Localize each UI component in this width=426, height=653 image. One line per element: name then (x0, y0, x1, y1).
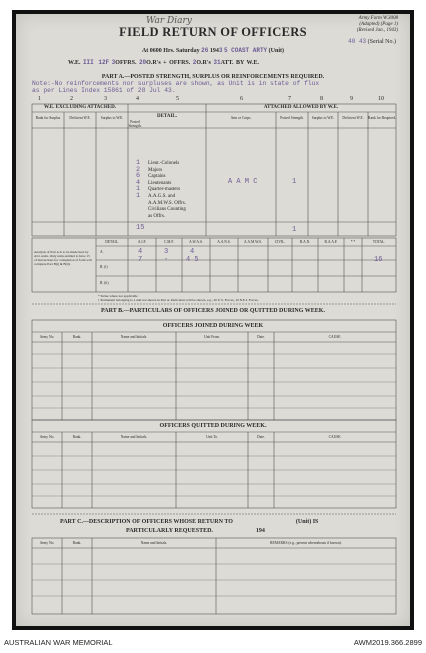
analysis-header: R.A.N. (299, 240, 311, 244)
quitted-col: Army No. (39, 435, 55, 439)
caption-institution: AUSTRALIAN WAR MEMORIAL (4, 638, 113, 647)
quitted-col: Unit To. (206, 435, 218, 439)
rank-item: as Offrs. (148, 213, 166, 219)
particularly-requested: PARTICULARLY REQUESTED. (126, 528, 213, 534)
analysis-header: R.A.A.F. (324, 240, 338, 244)
analysis-header: C.M.F. (164, 240, 174, 244)
joined-col: Army No. (39, 335, 55, 339)
quitted-col: Date. (257, 435, 265, 439)
rank-item: Lieutenants (148, 180, 172, 186)
col-num: 1 (38, 96, 41, 102)
part-c-unit: (Unit) IS (295, 519, 319, 525)
posted-value: 6 (136, 172, 141, 181)
part-a-title: PART A.—POSTED STRENGTH, SURPLUS OR REINFORCEMENTS REQUIRED. (101, 74, 325, 80)
analysis-header: * * (350, 240, 356, 244)
ors2-typed: 2 (192, 59, 197, 66)
year-typed: 3 (218, 47, 223, 54)
col-header: Deficient W.E. (69, 116, 91, 120)
analysis-cmf: - (164, 256, 169, 264)
part-b-title: PART B.—PARTICULARS OF OFFICERS JOINED OR QUITTED DURING WEEK. (101, 308, 325, 314)
ors-label: O.R's (146, 60, 161, 66)
form-ref-line3: (Revised Jan., 1943) (356, 28, 398, 34)
col-header: Surplus to W.E. (311, 116, 335, 120)
attached-allowed-header: ATTACHED ALLOWED BY W.E. (263, 105, 339, 110)
analysis-row-label: A. (100, 250, 104, 254)
rank-item: A.A.G.S. and (148, 193, 176, 199)
offrs2-label: OFFRS. (169, 60, 191, 66)
col-header: Deficient W.E. (342, 116, 364, 120)
attached-posted-value: 1 (292, 178, 297, 186)
rank-item: Quarter-masters (148, 187, 181, 193)
attached-total-value: 1 (292, 226, 297, 234)
col-num: 8 (320, 96, 323, 102)
joined-col: Date. (257, 335, 265, 339)
col-num: 6 (240, 96, 243, 102)
part-c-col: REMARKS (e.g., present whereabouts if known). (270, 541, 342, 545)
analysis-cmf: 3 (164, 248, 169, 256)
ors-typed: 20 (138, 59, 147, 66)
plus-sign: + (163, 60, 167, 66)
we-value: III 12F (82, 59, 110, 66)
we-excluding-header: W.E. EXCLUDING ATTACHED. (43, 105, 116, 110)
col-num: 7 (288, 96, 291, 102)
field-return-document (16, 14, 410, 626)
joined-title: OFFICERS JOINED DURING WEEK (162, 323, 264, 329)
part-c-col: Name and Initials. (140, 541, 168, 545)
col-header: Arm or Corps. (230, 116, 252, 120)
at-label: At 0600 Hrs. Saturday (141, 48, 200, 54)
posted-value: 1 (136, 191, 141, 200)
part-c-prefix: PART C.—DESCRIPTION OF OFFICERS WHOSE RETURN TO (60, 519, 233, 525)
form-ref-line2: (Adapted) (Page 1) (359, 22, 398, 28)
part-c-col: Army No. (39, 541, 55, 545)
part-c-title (60, 519, 318, 525)
col-header: Rank for Required. (368, 116, 396, 120)
analysis-header: DETAIL. (105, 240, 119, 244)
col-header: Surplus to W.E. (100, 116, 124, 120)
ors2-label: O.R's (196, 60, 211, 66)
analysis-header: TOTAL. (372, 240, 386, 244)
posted-value: 2 (136, 165, 141, 174)
footnote-2: † Permanent belonging to a unit not shown in Part A. Particulars will be shown, e.g., 20 U.S. Forces, 10 N.E.I. Forces. (98, 298, 259, 302)
unit-label: (Unit) (268, 48, 285, 54)
analysis-aif: 4 (138, 248, 143, 256)
rank-item: Majors (148, 167, 163, 173)
quitted-title: OFFICERS QUITTED DURING WEEK. (159, 423, 267, 429)
rank-list (148, 161, 186, 220)
rank-item: Lieut.-Colonels (148, 161, 180, 166)
joined-col: Rank. (72, 335, 82, 339)
col-num: 9 (350, 96, 353, 102)
analysis-total: 16 (374, 256, 383, 264)
rank-item: A.A.M.W.S. Offrs. (148, 200, 186, 206)
joined-col: Unit From. (204, 335, 220, 339)
part-c-year: 194 (255, 528, 265, 534)
col-header: Posted Strength. (280, 116, 304, 120)
date-day: 26 (201, 47, 209, 54)
total-posted-value: 15 (136, 224, 145, 232)
form-title: FIELD RETURN OF OFFICERS (119, 25, 307, 39)
posted-value: 1 (136, 185, 141, 194)
posted-strength-values (136, 160, 140, 200)
col-num: 5 (176, 96, 179, 102)
unit-typed: 5 COAST ARTY (223, 47, 268, 54)
offrs-typed: 3 (111, 59, 116, 66)
we-label: W.E. (68, 60, 81, 66)
detail-header: DETAIL. (156, 114, 178, 119)
col-header-posted: Posted Strength. (128, 120, 142, 129)
col-num: 4 (136, 96, 139, 102)
col-num: 3 (104, 96, 107, 102)
analysis-note: Analysis of Part A is to be made here by ALL units. Only units entitled to have 15 of instructions for completion of form will complete Part B(i) & B(ii). (34, 250, 92, 266)
joined-col: CAUSE. (328, 335, 342, 339)
quitted-col: Name and Initials. (120, 435, 148, 439)
analysis-header: CIVIL. (274, 240, 286, 244)
arm-corps-value: A A M C (228, 178, 258, 186)
posted-value: 4 (136, 178, 141, 187)
footnote-1: * Strike where not applicable (98, 294, 138, 298)
analysis-awas: 4 (190, 248, 195, 256)
rank-item: Captains (148, 174, 166, 180)
posted-value: 1 (136, 159, 141, 167)
analysis-header: A.I.F. (137, 240, 147, 244)
att-label: ATT. BY W.E. (220, 60, 259, 66)
quitted-col: Rank. (72, 435, 82, 439)
analysis-header: A.W.A.S. (189, 240, 203, 244)
quitted-col: CAUSE. (328, 435, 342, 439)
note-line1: Note:-No reinforcements nor surpluses are shown, as Unit is in state of flux (32, 80, 320, 87)
analysis-row-label: B. (i) (100, 265, 108, 269)
analysis-header: A.A.M.W.S. (244, 240, 262, 244)
col-num: 2 (70, 96, 73, 102)
analysis-awas: 4 5 (186, 256, 199, 264)
caption-accession-number: AWM2019.366.2899 (353, 638, 422, 647)
handwritten-note: War Diary (146, 16, 192, 26)
analysis-row-label: B. (ii) (100, 281, 109, 285)
serial-label: (Serial No.) (367, 39, 396, 45)
year-prefix: 194 (209, 48, 219, 54)
att-typed: 31 (213, 59, 221, 66)
serial-value: 40 43 (348, 38, 367, 45)
form-ref-line1: Army Form W.3008 (358, 16, 398, 21)
rank-item: Civilians Counting (148, 207, 186, 213)
part-c-col: Rank. (72, 541, 82, 545)
joined-col: Name and Initials. (120, 335, 148, 339)
analysis-aif: 7 (138, 256, 143, 264)
col-num: 10 (378, 96, 384, 102)
col-header: Rank for Surplus (35, 116, 61, 120)
analysis-header: A.A.N.S. (217, 240, 231, 244)
offrs-label: OFFRS. (115, 60, 137, 66)
note-line2: as per Lines Index 15861 of 28 Jul 43. (32, 87, 176, 94)
part-c-line2 (126, 528, 265, 534)
